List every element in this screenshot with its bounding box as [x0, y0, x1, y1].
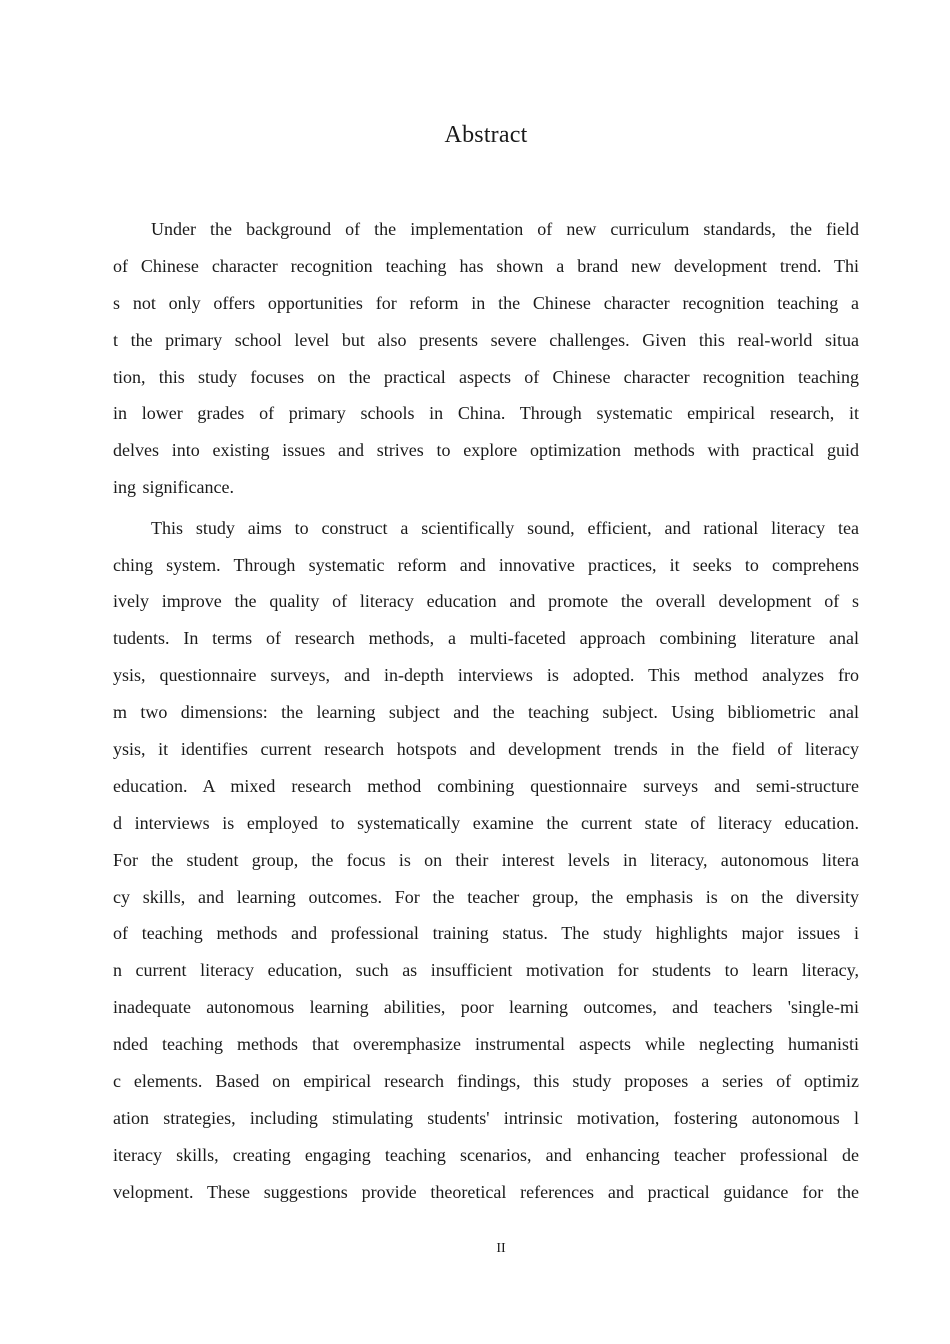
text-line: cy skills, and learning outcomes. For the teacher group, the emphasis is on the diversity — [113, 886, 859, 907]
text-line: ysis, it identifies current research hotspots and development trends in the field of literacy — [113, 738, 859, 759]
text-line: tudents. In terms of research methods, a multi-faceted approach combining literature anal — [113, 628, 859, 649]
text-line: t the primary school level but also presents severe challenges. Given this real-world situa — [113, 329, 859, 350]
text-line: ation strategies, including stimulating students' intrinsic motivation, fostering autonomous l — [113, 1107, 859, 1128]
text-line: s not only offers opportunities for reform in the Chinese character recognition teaching a — [113, 292, 859, 313]
text-line: ysis, questionnaire surveys, and in-depth interviews is adopted. This method analyzes fro — [113, 665, 859, 686]
text-line: delves into existing issues and strives to explore optimization methods with practical guid — [113, 440, 859, 461]
text-line: m two dimensions: the learning subject and the teaching subject. Using bibliometric anal — [113, 702, 859, 723]
text-line: of teaching methods and professional training status. The study highlights major issues i — [113, 923, 859, 944]
text-line: d interviews is employed to systematically examine the current state of literacy education. — [113, 812, 859, 833]
text-line: velopment. These suggestions provide theoretical references and practical guidance for the — [113, 1181, 859, 1202]
text-line: ing significance. — [113, 477, 234, 498]
paragraph-2 — [113, 510, 859, 1211]
text-line: n current literacy education, such as insufficient motivation for students to learn literacy, — [113, 960, 859, 981]
text-line: ively improve the quality of literacy education and promote the overall development of s — [113, 591, 859, 612]
text-line: Under the background of the implementation of new curriculum standards, the field — [151, 219, 859, 239]
text-line: inadequate autonomous learning abilities, poor learning outcomes, and teachers 'single-mi — [113, 997, 859, 1018]
text-line: education. A mixed research method combining questionnaire surveys and semi-structure — [113, 775, 859, 796]
page-number: II — [496, 1241, 506, 1256]
text-line: iteracy skills, creating engaging teaching scenarios, and enhancing teacher professional de — [113, 1144, 859, 1165]
text-line: c elements. Based on empirical research findings, this study proposes a series of optimiz — [113, 1070, 859, 1091]
text-line: This study aims to construct a scientifically sound, efficient, and rational literacy tea — [151, 517, 859, 538]
abstract-body — [113, 211, 859, 1211]
abstract-title: Abstract — [444, 122, 528, 148]
text-line: of Chinese character recognition teaching has shown a brand new development trend. Thi — [113, 255, 859, 276]
text-line: nded teaching methods that overemphasize instrumental aspects while neglecting humanisti — [113, 1034, 859, 1055]
text-line: in lower grades of primary schools in China. Through systematic empirical research, it — [113, 403, 859, 424]
text-line: For the student group, the focus is on their interest levels in literacy, autonomous litera — [113, 849, 859, 870]
paragraph-1 — [113, 211, 859, 506]
text-line: ching system. Through systematic reform and innovative practices, it seeks to comprehens — [113, 554, 859, 575]
text-line: tion, this study focuses on the practical aspects of Chinese character recognition teaching — [113, 366, 859, 387]
